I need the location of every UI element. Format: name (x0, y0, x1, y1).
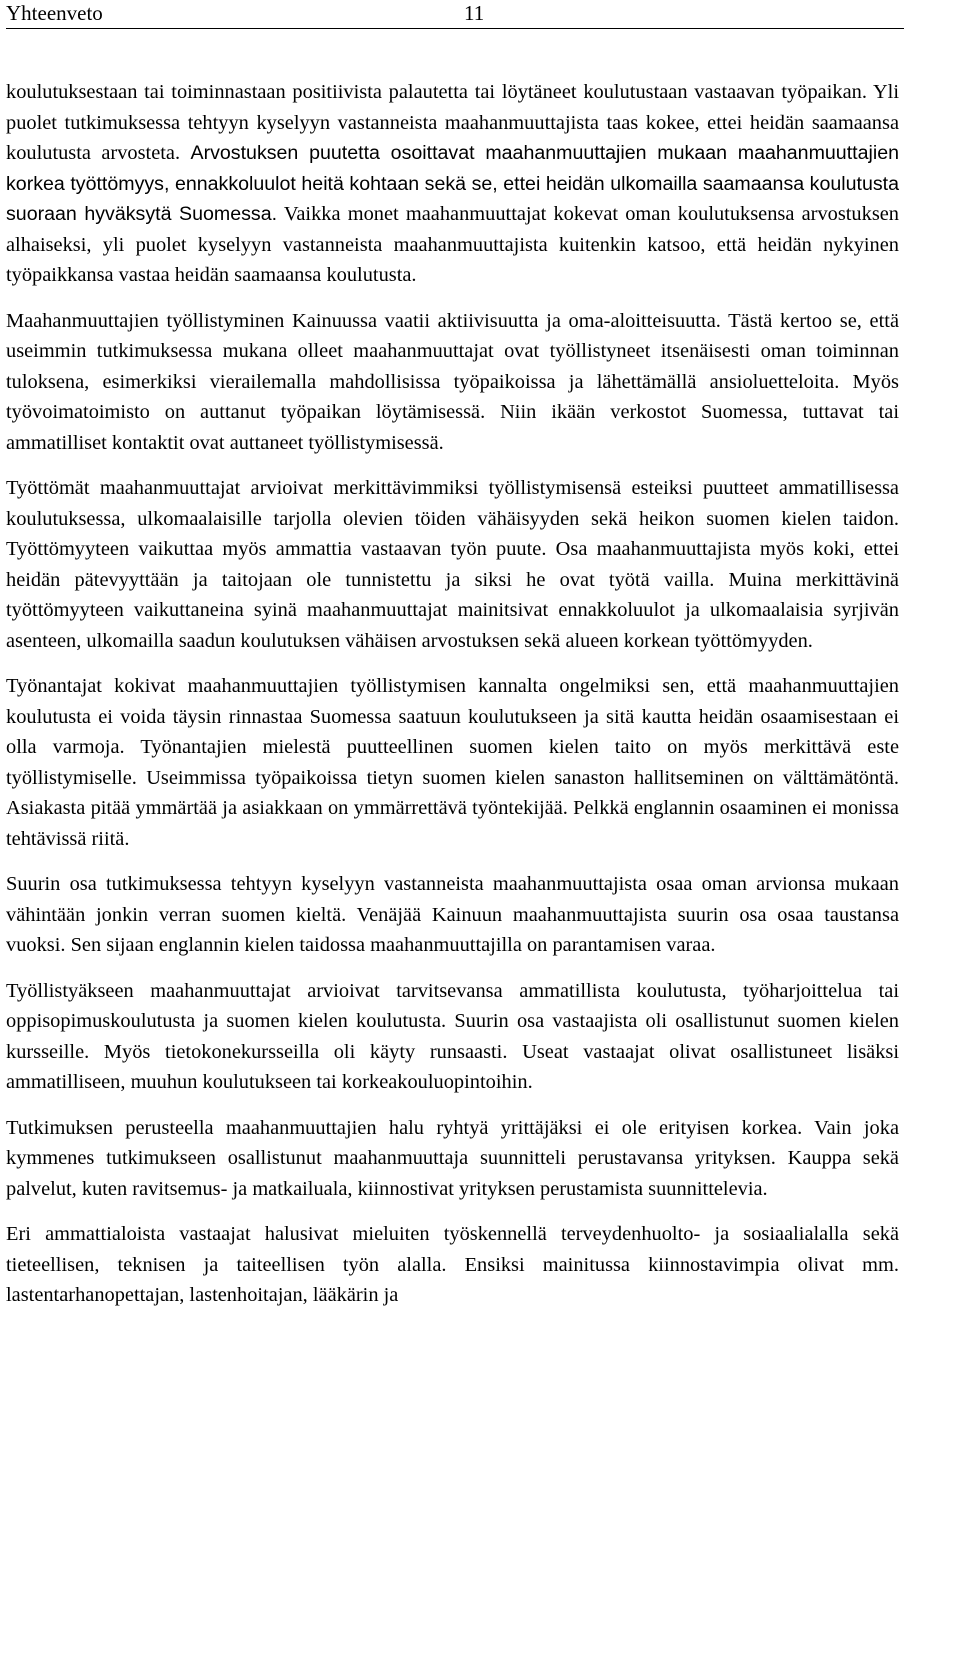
paragraph-1-lead: koulutuksestaan tai toiminnastaan positiivista palautetta tai löytäneet koulutustaan vastaavan työpaikan. Yli puolet tutkimuksessa tehtyyn kyselyyn vastanneista maahanmuuttajista taas kokee, ettei heidän saamaansa koulutusta arvosteta. (6, 81, 899, 164)
body-text (6, 77, 899, 1326)
page-number: 11 (464, 1, 485, 25)
paragraph-1-sans-segment: Arvostuksen puutetta osoittavat maahanmuuttajien mukaan maahanmuuttajien korkea työttömyys, ennakkoluulot heitä kohtaan sekä se, ettei heidän ulkomailla saamaansa koulutusta suoraan hyväksytä Suomessa. (6, 142, 899, 225)
paragraph-3: Työttömät maahanmuuttajat arvioivat merkittävimmiksi työllistymisensä esteiksi puutteet ammatillisessa koulutuksessa, ulkomaalaisille tarjolla olevien töiden vähäisyyden sekä heikon suomen kielen taidon. Työttömyyteen vaikuttaa myös ammattia vastaavan työn puute. Osa maahanmuuttajista myös koki, ettei heidän pätevyyttään ja taitojaan ole tunnistettu ja siksi he ovat työtä vailla. Muina merkittävinä työttömyyteen vaikuttaneina syinä maahanmuuttajat mainitsivat ennakkoluulot ja ulkomaalaisia syrjivän asenteen, ulkomailla saadun koulutuksen vähäisen arvostuksen sekä alueen korkean työttömyyden. (6, 477, 899, 652)
section-title: Yhteenveto (6, 1, 103, 25)
page-header (6, 0, 904, 29)
paragraph-1-tail: Vaikka monet maahanmuuttajat kokevat oman koulutuksensa arvostuksen alhaiseksi, yli puolet kyselyyn vastanneista maahanmuuttajista kuitenkin katsoo, että heidän nykyinen työpaikkansa vastaa heidän saamaansa koulutusta. (6, 203, 900, 286)
paragraph-2: Maahanmuuttajien työllistyminen Kainuussa vaatii aktiivisuutta ja oma-aloitteisuutta. Tästä kertoo se, että useimmin tutkimuksessa mukana olleet maahanmuuttajat ovat työllistyneet itsenäisesti oman toiminnan tuloksena, esimerkiksi vierailemalla mahdollisissa työpaikoissa ja lähettämällä ansioluetteloita. Myös työvoimatoimisto on auttanut työpaikan löytämisessä. Niin ikään verkostot Suomessa, tuttavat tai ammatilliset kontaktit ovat auttaneet työllistymisessä. (6, 309, 899, 454)
paragraph-7: Tutkimuksen perusteella maahanmuuttajien halu ryhtyä yrittäjäksi ei ole erityisen korkea. Vain joka kymmenes tutkimukseen osallistunut maahanmuuttaja suunnitteli perustavansa yrityksen. Kauppa sekä palvelut, kuten ravitsemus- ja matkailuala, kiinnostivat yrityksen perustamista suunnittelevia. (6, 1116, 899, 1200)
paragraph-5: Suurin osa tutkimuksessa tehtyyn kyselyyn vastanneista maahanmuuttajista osaa oman arvionsa mukaan vähintään jonkin verran suomen kieltä. Venäjää Kainuun maahanmuuttajista suurin osa osaa taustansa vuoksi. Sen sijaan englannin kielen taidossa maahanmuuttajilla on parantamisen varaa. (6, 873, 899, 956)
paragraph-8: Eri ammattialoista vastaajat halusivat mieluiten työskennellä terveydenhuolto- ja sosiaalialalla sekä tieteellisen, teknisen ja taiteellisen työn alalla. Ensiksi mainitussa kiinnostavimpia olivat mm. lastentarhanopettajan, lastenhoitajan, lääkärin ja (6, 1223, 899, 1306)
paragraph-1 (6, 77, 899, 291)
paragraph-6: Työllistyäkseen maahanmuuttajat arvioivat tarvitsevansa ammatillista koulutusta, työharjoittelua tai oppisopimuskoulutusta ja suomen kielen koulutusta. Suurin osa vastaajista oli osallistunut suomen kielen kursseille. Myös tietokonekursseilla oli käyty runsaasti. Useat vastaajat olivat osallistuneet lisäksi ammatilliseen, muuhun koulutukseen tai korkeakouluopintoihin. (6, 979, 899, 1093)
paragraph-4: Työnantajat kokivat maahanmuuttajien työllistymisen kannalta ongelmiksi sen, että maahanmuuttajien koulutusta ei voida täysin rinnastaa Suomessa saatuun koulutukseen ja sitä kautta heidän osaamisestaan ei olla varmoja. Työnantajien mielestä puutteellinen suomen kielen taito on myös merkittävä este työllistymiselle. Useimmissa työpaikoissa tietyn suomen kielen sanaston hallitseminen on välttämätöntä. Asiakasta pitää ymmärtää ja asiakkaan on ymmärrettävä työntekijää. Pelkkä englannin osaaminen ei monissa tehtävissä riitä. (6, 675, 899, 850)
